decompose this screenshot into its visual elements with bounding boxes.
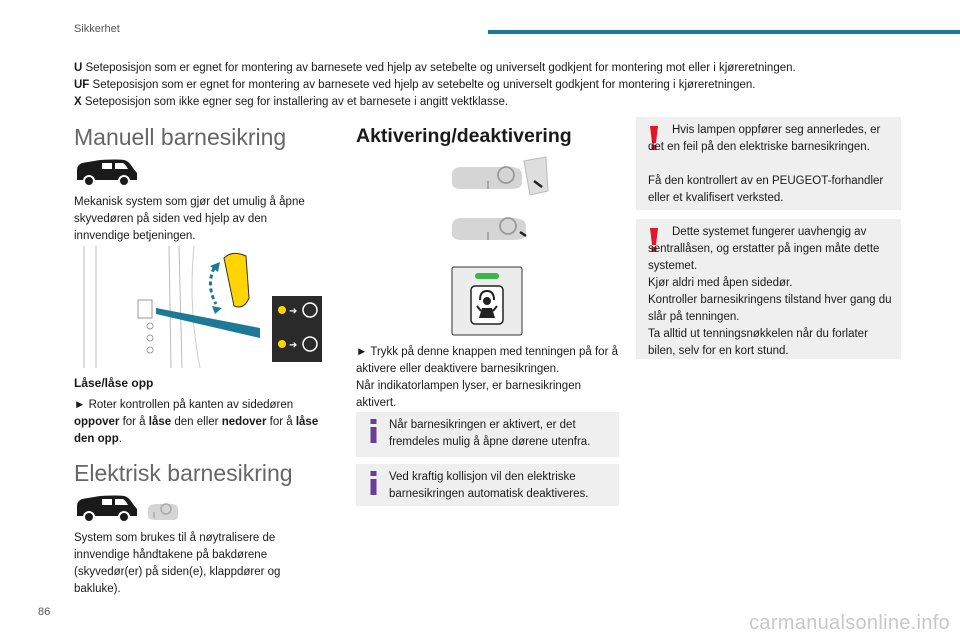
door-lock-illustration xyxy=(74,246,328,368)
electric-description: System som brukes til å nøytralisere de innvendige håndtakene på bakdørene (skyvedør(er) på siden(e), klappdører og bakluke). xyxy=(74,532,281,595)
electric-heading: Elektrisk barnesikring xyxy=(74,460,293,486)
section-title: Sikkerhet xyxy=(74,23,120,35)
child-lock-button-icon xyxy=(451,266,523,336)
legend-row-u: U Seteposisjon som er egnet for montering av barnesete ved hjelp av setebelte og universelt godkjent for montering mot eller i kjøreretningen. xyxy=(74,62,796,74)
info-box xyxy=(356,412,619,457)
van-icon xyxy=(74,158,140,188)
info-text: Ved kraftig kollisjon vil den elektriske barnesikringen automatisk deaktiveres. xyxy=(389,471,589,500)
indicator-description: Når indikatorlampen lyser, er barnesikringen aktivert. xyxy=(356,380,581,409)
seat-position-legend xyxy=(74,60,894,111)
manual-instruction: ► Roter kontrollen på kanten av sidedøren oppover for å låse den eller nedover for å låse den opp. xyxy=(74,399,319,445)
van-icon xyxy=(74,494,140,524)
watermark: carmanualsonline.info xyxy=(749,612,950,634)
info-box xyxy=(356,464,619,506)
legend-row-x: X Seteposisjon som ikke egner seg for installering av et barnesete i angitt vektklasse. xyxy=(74,96,509,108)
page-number: 86 xyxy=(38,606,51,618)
activation-instruction: ► Trykk på denne knappen med tenningen på for å aktivere eller deaktivere barnesikringen. xyxy=(356,346,619,375)
warning-box xyxy=(636,219,901,359)
info-icon xyxy=(370,419,377,443)
seat-icon xyxy=(146,496,180,524)
lock-unlock-subheading: Låse/låse opp xyxy=(74,376,154,390)
svg-text:➜: ➜ xyxy=(289,340,298,351)
manual-heading: Manuell barnesikring xyxy=(74,124,287,150)
info-icon xyxy=(370,471,377,495)
manual-description: Mekanisk system som gjør det umulig å åpne skyvedøren på siden ved hjelp av den innvendige betjeningen. xyxy=(74,196,305,242)
seat-icon xyxy=(450,212,530,246)
info-text: Når barnesikringen er aktivert, er det fremdeles mulig å åpne dørene utenfra. xyxy=(389,419,591,448)
seat-door-icon xyxy=(450,155,552,199)
header-accent-bar xyxy=(488,30,960,34)
warning-lead-text: Dette systemet fungerer uavhengig av sentrallåsen, og erstatter på ingen måte dette systemet. xyxy=(648,226,880,272)
activation-heading: Aktivering/deaktivering xyxy=(356,125,572,147)
warning-line: Ta alltid ut tenningsnøkkelen når du forlater bilen, selv for en kort stund. xyxy=(648,328,868,357)
warning-body-text: Få den kontrollert av en PEUGEOT-forhandler eller et kvalifisert verksted. xyxy=(648,175,884,204)
svg-text:➜: ➜ xyxy=(289,306,298,317)
legend-row-uf: UF Seteposisjon som er egnet for montering av barnesete ved hjelp av setebelte og universelt godkjent for montering i kjøreretningen. xyxy=(74,79,756,91)
warning-lead-text: Hvis lampen oppfører seg annerledes, er det en feil på den elektriske barnesikringen. xyxy=(648,124,881,153)
warning-line: Kontroller barnesikringens tilstand hver gang du slår på tenningen. xyxy=(648,294,892,323)
warning-box xyxy=(636,117,901,210)
warning-line: Kjør aldri med åpen sidedør. xyxy=(648,277,793,289)
